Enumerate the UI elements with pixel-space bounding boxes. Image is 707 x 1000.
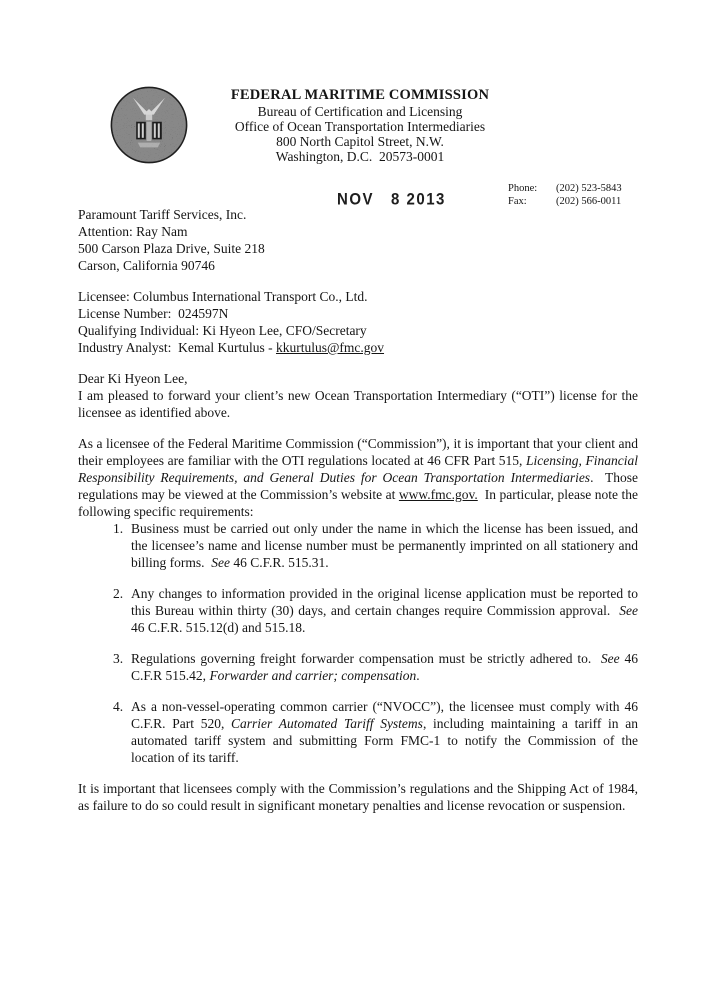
letter-body — [78, 206, 638, 814]
contact-block — [508, 183, 622, 208]
fax-label: Fax: — [508, 195, 527, 207]
list-item-text: Regulations governing freight forwarder compensation must be strictly adhered to. See 46 C.F.R 515.42, Forwarder and carrier; compensation. — [131, 651, 638, 683]
letterhead — [160, 88, 560, 164]
qualifying-individual-line: Qualifying Individual: Ki Hyeon Lee, CFO/Secretary — [78, 323, 367, 338]
phone-row — [508, 183, 622, 196]
opening-paragraph — [78, 370, 638, 421]
requirements-list — [78, 520, 638, 766]
list-item-number: 3. — [113, 651, 124, 666]
paragraph-regulations: As a licensee of the Federal Maritime Commission (“Commission”), it is important that your client and their employees are familiar with the OTI regulations located at 46 CFR Part 515, Licensing, Financial Responsibility Requirements, and General Duties for Ocean Transportation Intermediaries. Those regulations may be viewed at the Commission’s website at www.fmc.gov. In particular, please note the following specific requirements: — [78, 436, 639, 519]
recipient-street: 500 Carson Plaza Drive, Suite 218 — [78, 241, 265, 256]
recipient-city: Carson, California 90746 — [78, 258, 215, 273]
list-item-text: Any changes to information provided in the original license application must be reported to this Bureau within thirty (30) days, and certain changes require Commission approval. See 46 C.F.R. 515.12(d) and 515.18. — [131, 586, 638, 635]
list-item-1 — [78, 520, 638, 571]
salutation: Dear Ki Hyeon Lee, — [78, 371, 188, 386]
office-name: Office of Ocean Transportation Intermediaries — [234, 119, 486, 134]
phone-label: Phone: — [508, 183, 538, 194]
phone-number: (202) 523-5843 — [556, 183, 622, 194]
recipient-attention: Attention: Ray Nam — [78, 224, 188, 239]
list-item-4 — [78, 698, 638, 766]
city-address: Washington, D.C. 20573-0001 — [275, 149, 445, 164]
date-stamp: NOV 8 2013 — [337, 190, 446, 209]
list-item-text: Business must be carried out only under the name in which the license has been issued, and the licensee’s name and license number must be permanently imprinted on all stationery and billing forms. See 46 C.F.R. 515.31. — [131, 521, 638, 570]
list-item-2 — [78, 585, 638, 636]
recipient-address — [78, 206, 638, 274]
list-item-number: 1. — [113, 521, 124, 536]
analyst-name: Industry Analyst: Kemal Kurtulus - — [78, 340, 276, 355]
recipient-company: Paramount Tariff Services, Inc. — [78, 207, 247, 222]
list-item-3 — [78, 650, 638, 684]
license-number-line: License Number: 024597N — [78, 306, 229, 321]
list-item-text: As a non-vessel-operating common carrier (“NVOCC”), the licensee must comply with 46 C.F.R. Part 520, Carrier Automated Tariff Systems, including maintaining a tariff in an automated tariff system and submitting Form FMC-1 to notify the Commission of the location of its tariff. — [131, 699, 638, 765]
industry-analyst-line — [78, 339, 638, 356]
analyst-email-link: kkurtulus@fmc.gov — [275, 340, 385, 355]
paragraph-intro: I am pleased to forward your client’s new Ocean Transportation Intermediary (“OTI”) license for the licensee as identified above. — [78, 388, 638, 420]
license-info-block — [78, 288, 638, 356]
street-address: 800 North Capitol Street, N.W. — [276, 134, 444, 149]
list-item-number: 2. — [113, 586, 124, 601]
closing-paragraph: It is important that licensees comply with the Commission’s regulations and the Shipping Act of 1984, as failure to do so could result in significant monetary penalties and license revocation or suspension. — [78, 781, 638, 813]
bureau-name: Bureau of Certification and Licensing — [257, 104, 463, 119]
licensee-line: Licensee: Columbus International Transport Co., Ltd. — [78, 289, 368, 304]
list-item-number: 4. — [113, 699, 124, 714]
agency-name: FEDERAL MARITIME COMMISSION — [230, 87, 490, 103]
fax-number: (202) 566-0011 — [556, 195, 622, 207]
